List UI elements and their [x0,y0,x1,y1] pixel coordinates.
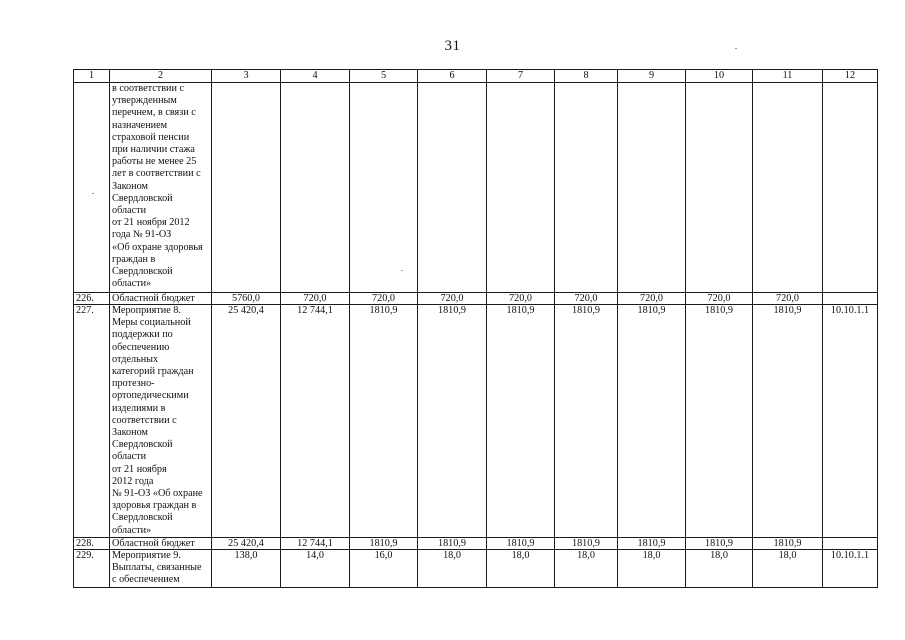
target-code-cell: 10.10.1.1 [823,550,878,588]
row-number: 228. [74,538,110,550]
value-cell: 18,0 [555,550,618,588]
scan-speck [735,48,737,49]
value-cell: 1810,9 [555,305,618,538]
header-cell: 7 [487,70,555,83]
row-description: Мероприятие 9. Выплаты, связанные с обеспечением [110,550,212,588]
value-cell: 18,0 [686,550,753,588]
target-code-cell [823,83,878,293]
value-cell: 14,0 [281,550,350,588]
value-cell: 720,0 [487,293,555,305]
scan-speck [401,270,403,271]
header-cell: 6 [418,70,487,83]
table-row [74,83,878,293]
target-code-cell [823,293,878,305]
row-description: Областной бюджет [110,538,212,550]
header-cell: 9 [618,70,686,83]
value-cell: 1810,9 [686,538,753,550]
value-cell [686,83,753,293]
target-code-cell [823,538,878,550]
header-cell: 2 [110,70,212,83]
value-cell: 18,0 [487,550,555,588]
value-cell [281,83,350,293]
header-cell: 8 [555,70,618,83]
value-cell: 25 420,4 [212,305,281,538]
value-cell: 1810,9 [686,305,753,538]
value-cell: 1810,9 [555,538,618,550]
value-cell [555,83,618,293]
budget-table [73,69,878,588]
value-cell: 25 420,4 [212,538,281,550]
value-cell: 1810,9 [487,305,555,538]
value-cell [487,83,555,293]
table-row [74,538,878,550]
value-cell: 720,0 [618,293,686,305]
value-cell: 5760,0 [212,293,281,305]
value-cell [212,83,281,293]
value-cell [618,83,686,293]
value-cell [753,83,823,293]
value-cell: 1810,9 [618,538,686,550]
value-cell: 18,0 [753,550,823,588]
value-cell [418,83,487,293]
header-cell: 10 [686,70,753,83]
value-cell: 720,0 [281,293,350,305]
value-cell: 1810,9 [350,538,418,550]
value-cell: 720,0 [418,293,487,305]
target-code-cell: 10.10.1.1 [823,305,878,538]
value-cell: 16,0 [350,550,418,588]
row-number [74,83,110,293]
value-cell: 720,0 [555,293,618,305]
table-row [74,305,878,538]
value-cell: 1810,9 [418,305,487,538]
scan-speck [92,193,94,194]
row-description: Областной бюджет [110,293,212,305]
value-cell: 720,0 [686,293,753,305]
header-cell: 1 [74,70,110,83]
header-cell: 5 [350,70,418,83]
value-cell: 720,0 [350,293,418,305]
value-cell: 1810,9 [753,305,823,538]
value-cell: 1810,9 [753,538,823,550]
row-number: 226. [74,293,110,305]
value-cell: 18,0 [618,550,686,588]
value-cell: 1810,9 [350,305,418,538]
row-number: 229. [74,550,110,588]
value-cell: 1810,9 [418,538,487,550]
value-cell: 12 744,1 [281,305,350,538]
header-cell: 11 [753,70,823,83]
table-row [74,293,878,305]
table-row [74,550,878,588]
value-cell: 138,0 [212,550,281,588]
header-cell: 4 [281,70,350,83]
page-number: 31 [444,38,461,54]
row-number: 227. [74,305,110,538]
value-cell: 720,0 [753,293,823,305]
value-cell: 1810,9 [487,538,555,550]
header-cell: 3 [212,70,281,83]
row-description: в соответствии с утвержденным перечнем, в связи с назначением страховой пенсии при наличии стажа работы не менее 25 лет в соответствии с Законом Свердловской области от 21 ноября 2012 года № 91-ОЗ «Об охране здоровья граждан в Свердловской области» [110,83,212,293]
row-description: Мероприятие 8. Меры социальной поддержки по обеспечению отдельных категорий граждан протезно- ортопедическими изделиями в соответствии с Законом Свердловской области от 21 ноября 2012 года № 91-ОЗ «Об охране здоровья граждан в Свердловской области» [110,305,212,538]
value-cell: 18,0 [418,550,487,588]
value-cell: 12 744,1 [281,538,350,550]
table-header-row [74,70,878,83]
header-cell: 12 [823,70,878,83]
value-cell [350,83,418,293]
value-cell: 1810,9 [618,305,686,538]
